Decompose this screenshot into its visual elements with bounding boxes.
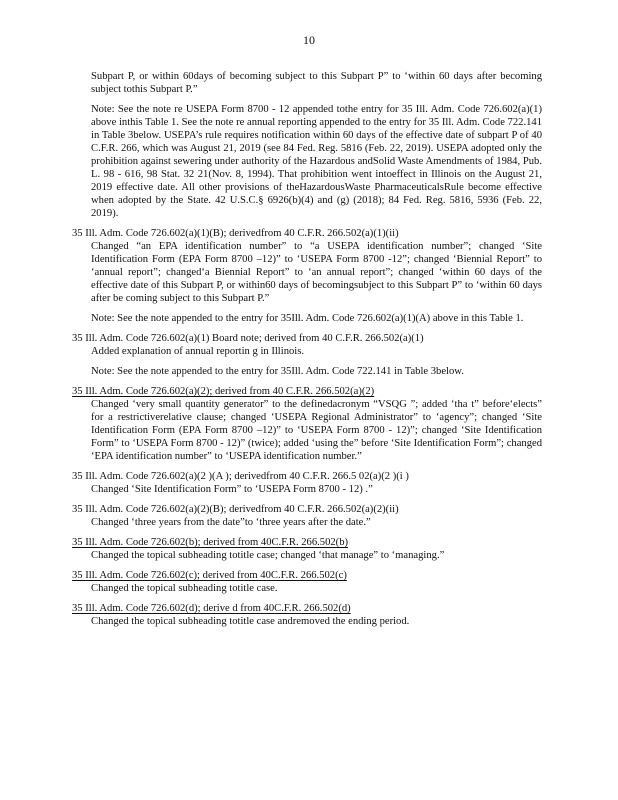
table-entry — [72, 536, 542, 562]
table-entry — [72, 227, 542, 305]
table-entry — [72, 385, 542, 463]
note-paragraph: Note: See the note re USEPA Form 8700 - 12 appended tothe entry for 35 Ill. Adm. Code 726.602(a)(1) above inthis Table 1. See the note re annual reporting appended to the entry for 35 Ill. Adm. Code 722.141 in Table 3below. USEPA’s rule requires notification within 60 days of the effective date of subpart P of 40 C.F.R. 266, which was August 21, 2019 (see 84 Fed. Reg. 5816 (Feb. 22, 2019). USEPA adopted only the prohibition against sewering under authority of the Hazardous andSolid Waste Amendments of 1984, Pub. L. 98 - 616, 98 Stat. 32 21(Nov. 8, 1994). That prohibition went intoeffect in Illinois on the August 21, 2019 effective date. All other provisions of theHazardousWaste PharmaceuticalsRule become effective when adopted by the State. 42 U.S.C.§ 6926(b)(4) and (g) (2018); 84 Fed. Reg. 5816, 5936 (Feb. 22, 2019). — [91, 104, 542, 219]
entry-text: Changed ‘very small quantity generator” to the definedacronym “VSQG ”; added ‘tha t” before‘elects” for a restrictiverelative clause; changed ‘USEPA Regional Administrator” to ‘agency”; changed ‘Site Identification Form (EPA Form 8700 –12)” to ‘USEPA Form 8700 - 12)”; changed ‘Site Identification Form” to ‘USEPA Form 8700 - 12)” (twice); added ‘using the” before ‘Site Identification Form”; changed ‘EPA identification number” to ‘USEPA identification number.” — [91, 399, 542, 462]
entry-heading: 35 Ill. Adm. Code 726.602(a)(1)(B); derivedfrom 40 C.F.R. 266.502(a)(1)(ii) — [72, 228, 399, 239]
entry-heading: 35 Ill. Adm. Code 726.602(a)(1) Board note; derived from 40 C.F.R. 266.502(a)(1) — [72, 333, 424, 344]
entry-heading-underlined: 35 Ill. Adm. Code 726.602(c); derived from 40C.F.R. 266.502(c) — [72, 570, 347, 581]
entry-text: Changed “an EPA identification number” to “a USEPA identification number”; changed ‘Site Identification Form (EPA Form 8700 –12)” to ‘USEPA Form 8700 -12”; changed ‘Biennial Report” to ‘annual report”; changed‘a Biennial Report” to ‘an annual report”; changed ‘within 60 days of the effective date of this Subpart P, or within60 days of becomingsubject to this Subpart P” to ‘within 60 days after be coming subject to this Subpart P.” — [91, 241, 542, 304]
entry-text: Changed ‘Site Identification Form” to ‘USEPA Form 8700 - 12) .” — [91, 484, 373, 495]
entry-text: Changed ‘three years from the date”to ‘three years after the date.” — [91, 517, 371, 528]
entry-heading-underlined: 35 Ill. Adm. Code 726.602(a)(2); derived from 40 C.F.R. 266.502(a)(2) — [72, 386, 375, 397]
table-entry — [72, 569, 542, 595]
note-paragraph: Note: See the note appended to the entry for 35Ill. Adm. Code 722.141 in Table 3below. — [91, 366, 464, 377]
entry-text: Changed the topical subheading totitle case. — [91, 583, 278, 594]
entry-text: Added explanation of annual reportin g in Illinois. — [91, 346, 305, 357]
entry-heading: 35 Ill. Adm. Code 726.602(a)(2)(B); derivedfrom 40 C.F.R. 266.502(a)(2)(ii) — [72, 504, 399, 515]
note-paragraph: Note: See the note appended to the entry for 35Ill. Adm. Code 726.602(a)(1)(A) above in this Table 1. — [91, 313, 524, 324]
table-entry — [72, 602, 542, 628]
table-entry — [72, 332, 542, 358]
page-content — [72, 70, 542, 635]
continuation-paragraph: Subpart P, or within 60days of becoming subject to this Subpart P” to ‘within 60 days after becoming subject tothis Subpart P.” — [91, 71, 542, 95]
page-number: 10 — [303, 33, 315, 47]
entry-heading-underlined: 35 Ill. Adm. Code 726.602(b); derived from 40C.F.R. 266.502(b) — [72, 537, 349, 548]
entry-text: Changed the topical subheading totitle case; changed ‘that manage” to ‘managing.” — [91, 550, 445, 561]
table-entry — [72, 470, 542, 496]
table-entry — [72, 503, 542, 529]
entry-heading: 35 Ill. Adm. Code 726.602(a)(2 )(A ); derivedfrom 40 C.F.R. 266.5 02(a)(2 )(i ) — [72, 471, 409, 482]
entry-heading-underlined: 35 Ill. Adm. Code 726.602(d); derive d from 40C.F.R. 266.502(d) — [72, 603, 351, 614]
entry-text: Changed the topical subheading totitle case andremoved the ending period. — [91, 616, 410, 627]
